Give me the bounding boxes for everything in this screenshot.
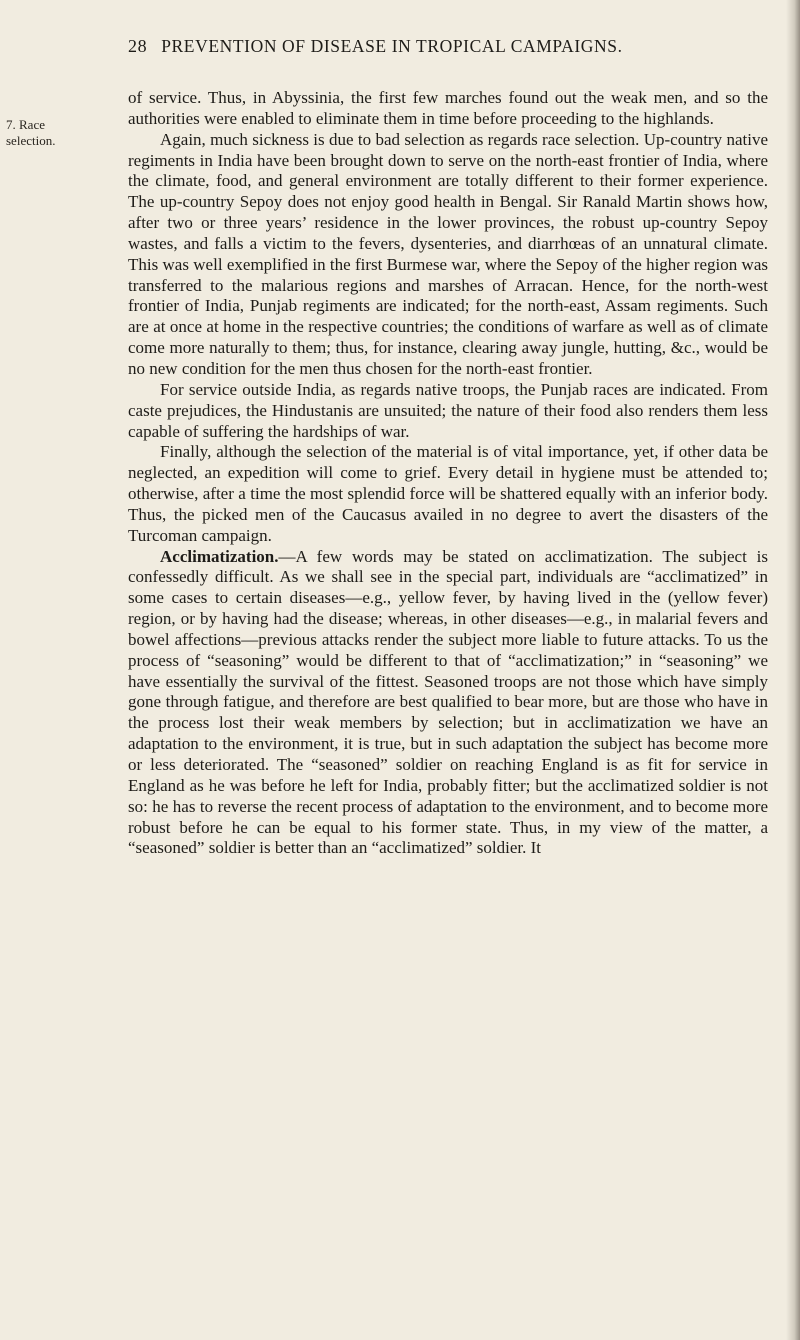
section-heading: Acclimatization. — [160, 546, 279, 566]
paragraph: Again, much sickness is due to bad selection as regards race selection. Up-country native regiments in India have been brought down to serve on the north-east frontier of India, where the climate, food, and general environment are totally different to their former experience. The up-country Sepoy does not enjoy good health in Bengal. Sir Ranald Martin shows how, after two or three years’ residence in the lower provinces, the robust up-country Sepoy wastes, and falls a victim to the fevers, dysenteries, and diarrhœas of an unnatural climate. This was well exemplified in the first Burmese war, where the Sepoy of the higher region was transferred to the malarious regions and marshes of Arracan. Hence, for the north-west frontier of India, Punjab regiments are indicated; for the north-east, Assam regiments. Such are at once at home in the respective countries; the conditions of warfare as well as of climate come more naturally to them; thus, for instance, clearing away jungle, hutting, &c., would be no new condition for the men thus chosen for the north-east frontier. — [128, 129, 768, 378]
page-edge-shadow — [786, 0, 800, 1340]
paragraph: For service outside India, as regards native troops, the Punjab races are indicated. From caste prejudices, the Hindustanis are unsuited; the nature of their food also renders them less capable of suffering the hardships of war. — [128, 379, 768, 441]
section-paragraph — [128, 547, 768, 860]
page-number: 28 — [128, 36, 148, 56]
paragraph: of service. Thus, in Abyssinia, the first few marches found out the weak men, and so the authorities were enabled to eliminate them in time before proceeding to the highlands. — [128, 88, 768, 128]
paragraph: Finally, although the selection of the material is of vital importance, yet, if other data be neglected, an expedition will come to grief. Every detail in hygiene must be attended to; otherwise, after a time the most splendid force will be shattered equally with an inferior body. Thus, the picked men of the Caucasus availed in no degree to avert the disasters of the Turcoman campaign. — [128, 442, 768, 545]
margin-note: 7. Race selection. — [6, 117, 56, 148]
running-head — [128, 36, 768, 57]
section-body: —A few words may be stated on acclimatization. The subject is confessedly difficult. As we shall see in the special part, individuals are “acclimatized” in some cases to certain diseases—e.g., yellow fever, by having lived in the (yellow fever) region, or by having had the disease; whereas, in other diseases—e.g., in malarial fevers and bowel affections—previous attacks render the subject more liable to future attacks. To us the process of “seasoning” would be different to that of “acclimatization;” in “seasoning” we have essentially the survival of the fittest. Seasoned troops are not those which have simply gone through fatigue, and therefore are best qualified to bear more, but are those who have in the process lost their weak members by selection; but in acclimatization we have an adaptation to the environment, it is true, but in such adaptation the subject has become more or less deteriorated. The “seasoned” soldier on reaching England is as fit for service in England as he was before he left for India, probably fitter; but the acclimatized soldier is not so: he has to reverse the recent process of adaptation to the environment, and to become more robust before he can be equal to his former state. Thus, in my view of the matter, a “seasoned” soldier is better than an “acclimatized” soldier. It — [128, 546, 768, 858]
body-text — [128, 88, 768, 859]
page-title: PREVENTION OF DISEASE IN TROPICAL CAMPAIGNS. — [161, 36, 623, 56]
